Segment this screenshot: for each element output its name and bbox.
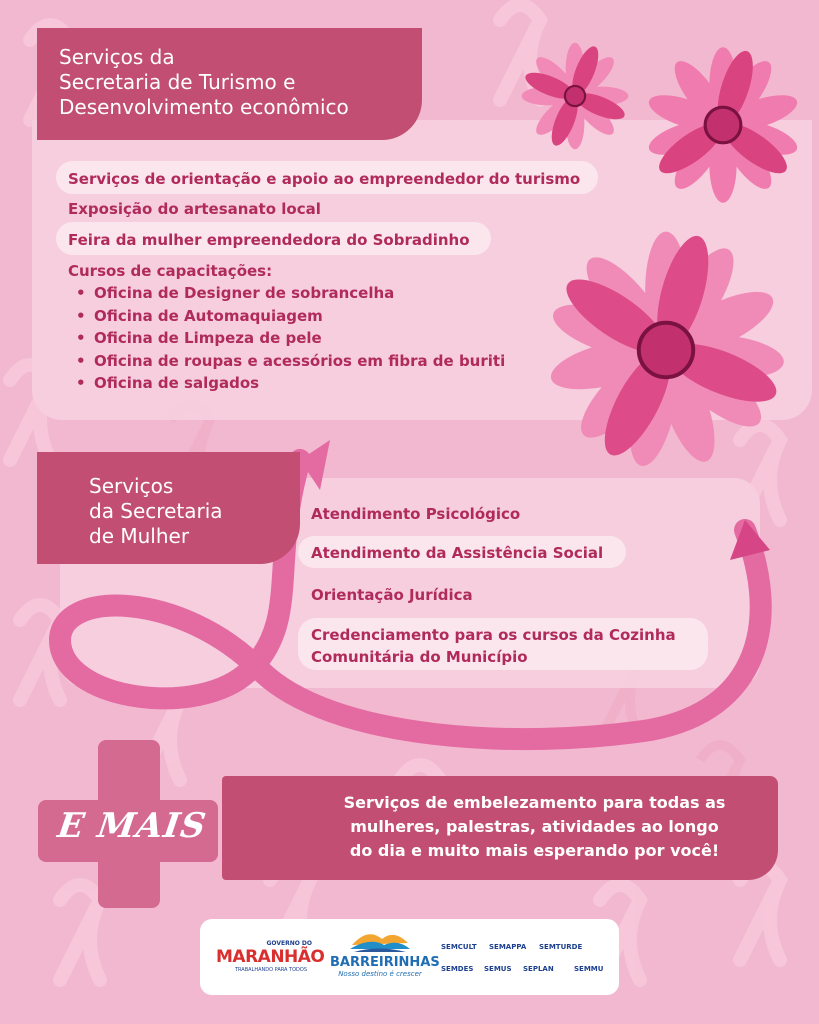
dunes-icon	[348, 925, 412, 953]
extra-text-line2: mulheres, palestras, atividades ao longo	[350, 817, 719, 836]
women-service-item: Atendimento da Assistência Social	[311, 544, 604, 562]
secretariat-logo: SEMMU	[574, 965, 604, 973]
tourism-service-item: Feira da mulher empreendedora do Sobradinho	[68, 231, 470, 249]
city-slogan: Nosso destino é crescer	[338, 970, 422, 978]
secretariat-logo: SEMUS	[484, 965, 512, 973]
city-name: BARREIRINHAS	[330, 955, 440, 970]
e-mais-label: E MAIS	[55, 806, 210, 846]
extra-services-text	[302, 791, 767, 863]
secretariat-logo: SEPLAN	[523, 965, 554, 973]
course-item: • Oficina de Automaquiagem	[76, 305, 505, 328]
course-item: • Oficina de Limpeza de pele	[76, 327, 505, 350]
courses-list	[58, 282, 505, 395]
women-service-item: Comunitária do Município	[311, 648, 528, 666]
gov-top-text: GOVERNO DO	[266, 940, 312, 947]
course-item: • Oficina de roupas e acessórios em fibra de buriti	[76, 350, 505, 373]
tourism-title-line3: Desenvolvimento econômico	[59, 95, 349, 119]
women-section-header	[37, 452, 300, 564]
barreirinhas-logo	[330, 925, 440, 978]
gov-slogan-text: TRABALHANDO PARA TODOS	[234, 967, 308, 973]
flower-decoration	[510, 30, 819, 490]
secretariat-logo: SEMAPPA	[489, 943, 527, 951]
tourism-service-item: Serviços de orientação e apoio ao empreendedor do turismo	[68, 170, 581, 188]
extra-text-line3: do dia e muito mais esperando por você!	[349, 841, 720, 860]
courses-label: Cursos de capacitações:	[68, 262, 273, 280]
course-item: • Oficina de Designer de sobrancelha	[76, 282, 505, 305]
gov-name-text: MARANHÃO	[216, 947, 325, 967]
women-title-line2: da Secretaria	[89, 499, 223, 523]
tourism-title-line2: Secretaria de Turismo e	[59, 70, 296, 94]
tourism-section-header	[37, 28, 422, 140]
tourism-service-item: Exposição do artesanato local	[68, 200, 321, 218]
women-service-item: Orientação Jurídica	[311, 586, 473, 604]
women-title-line1: Serviços	[89, 474, 174, 498]
women-service-item: Atendimento Psicológico	[311, 505, 521, 523]
course-item: • Oficina de salgados	[76, 372, 505, 395]
secretariat-logo: SEMCULT	[441, 943, 477, 951]
women-title-line3: de Mulher	[89, 524, 190, 548]
secretariat-logo: SEMTURDE	[539, 943, 583, 951]
tourism-title-line1: Serviços da	[59, 45, 175, 69]
secretariat-logo: SEMDES	[441, 965, 474, 973]
extra-text-line1: Serviços de embelezamento para todas as	[343, 793, 726, 812]
maranhao-government-logo	[216, 940, 326, 973]
women-service-item: Credenciamento para os cursos da Cozinha	[311, 626, 676, 644]
